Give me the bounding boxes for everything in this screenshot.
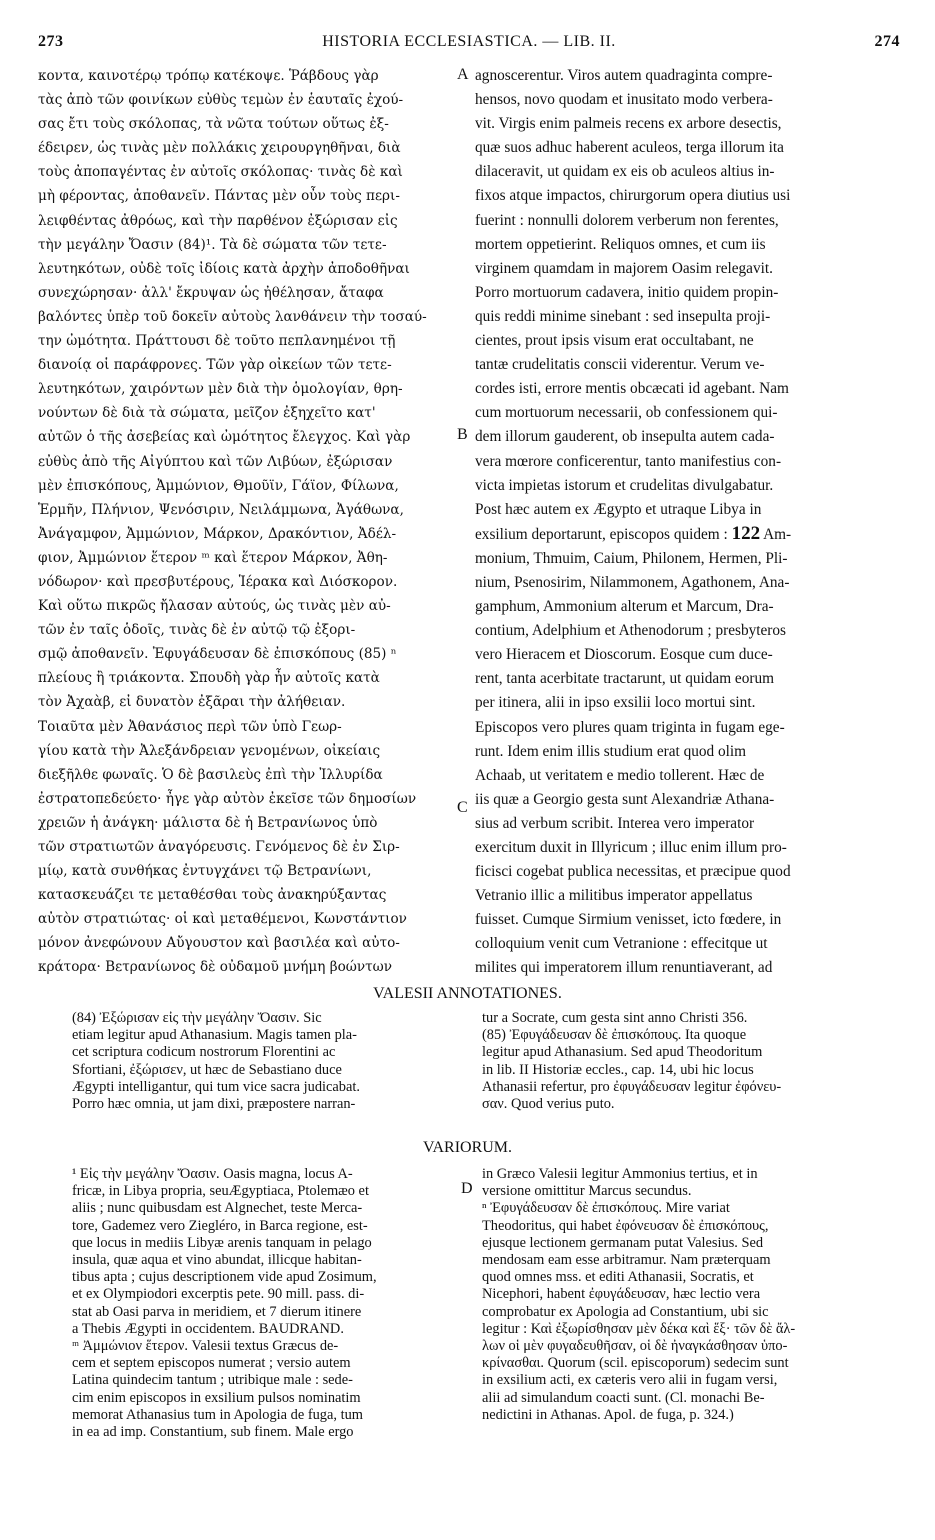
latin-line: nium, Psenosirim, Nilammonem, Agathonem, Ana- bbox=[475, 573, 790, 591]
latin-line: dilaceravit, ut quidam ex eis ob aculeos altius in- bbox=[475, 163, 775, 181]
latin-text-column bbox=[475, 64, 900, 981]
greek-line: σμῷ ἀποθανεῖν. Ἐφυγάδευσαν δὲ ἐπισκόπους (85) ⁿ bbox=[38, 646, 397, 663]
greek-line: αὐτῶν ὁ τῆς ἀσεβείας καὶ ὠμότητος ἔλεγχος. Καὶ γὰρ bbox=[38, 429, 411, 446]
note-line: in Græco Valesii legitur Ammonius tertius, et in bbox=[482, 1166, 758, 1182]
greek-line: Τοιαῦτα μὲν Ἀθανάσιος περὶ τῶν ὑπὸ Γεωρ- bbox=[38, 718, 342, 735]
latin-line: cordes isti, errore mentis obcæcati id agebant. Nam bbox=[475, 380, 789, 398]
greek-line: ἐστρατοπεδεύετο· ἦγε γὰρ αὐτὸν ἐκεῖσε τῶν δημοσίων bbox=[38, 790, 417, 807]
latin-line: exercitum duxit in Illyricum ; illuc enim illum pro- bbox=[475, 839, 787, 856]
note-line: alii ad simulandum coacti sunt. (Cl. monachi Be- bbox=[482, 1389, 765, 1406]
annotation-line: Athanasii refertur, pro ἐφυγάδευσαν legitur ἐφόνευ- bbox=[482, 1078, 782, 1095]
valesii-annotations-left bbox=[72, 1010, 462, 1113]
note-line: nedictini in Athanas. Apol. de fuga, p. 324.) bbox=[482, 1406, 734, 1423]
latin-line: per itinera, alii in ipso exsilii loco mortui sint. bbox=[475, 694, 756, 712]
margin-marker-b: B bbox=[457, 426, 468, 443]
greek-line: κράτορα· Βετρανίωνος δὲ οὐδαμοῦ μνήμη βοώντων bbox=[38, 959, 392, 976]
note-line: Latina quindecim tantum ; utribique male : sede- bbox=[72, 1372, 353, 1389]
latin-line: milites qui imperatorem illum renuntiaverant, ad bbox=[475, 959, 773, 977]
annotation-line: in lib. II Historiæ eccles., cap. 14, ubi hic locus bbox=[482, 1061, 754, 1078]
note-line: fricæ, in Libya propria, seuÆgyptiaca, Ptolemæo et bbox=[72, 1183, 369, 1200]
latin-line: quis reddi minime sinebant : sed insepulta proji- bbox=[475, 307, 771, 325]
greek-line: τοὺς ἀποπαγέντας ἐν αὐτοῖς σκόλοπας· τινὰς δὲ καὶ bbox=[38, 164, 403, 181]
variorum-title: VARIORUM. bbox=[422, 1139, 513, 1156]
greek-line: κατασκευάζει τε μεταθέσθαι τοὺς ἀνακηρύξαντας bbox=[38, 887, 387, 904]
greek-line: τὸν Ἀχαὰβ, εἰ δυνατὸν ἐξᾶραι τὴν ἀλήθειαν. bbox=[38, 694, 346, 711]
page-number-right: 274 bbox=[874, 33, 900, 50]
note-line: quod omnes mss. et editi Athanasii, Socratis, et bbox=[482, 1269, 754, 1286]
latin-line: ficisci cogebat publica necessitas, et præcipue quod bbox=[475, 863, 791, 881]
latin-line: Vetranio illic a militibus imperator appellatus bbox=[475, 887, 753, 905]
note-line: a Thebis Ægypti in occidentem. BAUDRAND. bbox=[72, 1320, 344, 1337]
annotation-line: cet scriptura codicum nostrorum Florentini ac bbox=[72, 1044, 336, 1061]
greek-line: λευτηκότων, χαιρόντων μὲν διὰ τὴν ὁμολογίαν, θρη- bbox=[38, 381, 403, 398]
greek-line: γίου κατὰ τὴν Ἀλεξάνδρειαν γενομένων, οἰκείαις bbox=[38, 742, 381, 759]
latin-line: vero Hieracem et Dioscorum. Eosque cum duce- bbox=[475, 646, 773, 664]
note-line: memorat Athanasius tum in Apologia de fuga, tum bbox=[72, 1406, 363, 1423]
greek-line: την ὠμότητα. Πράττουσι δὲ τοῦτο πεπλανημένοι τῇ bbox=[38, 333, 396, 350]
greek-line: έδειρεν, ὡς τινὰς μὲν πολλάκις χειρουργηθῆναι, διὰ bbox=[38, 140, 401, 157]
latin-line: exsilium deportarunt, episcopos quidem : 122 Am- bbox=[475, 522, 792, 544]
note-line: stat ab Oasi parva in meridiem, et 7 dierum itinere bbox=[72, 1303, 362, 1320]
greek-line: Ἑρμῆν, Πλήνιον, Ψενόσιριν, Νειλάμμωνα, Ἀγάθωνα, bbox=[38, 501, 404, 518]
greek-line: εὐθὺς ἀπὸ τῆς Αἰγύπτου καὶ τῶν Λιβύων, ἐξώρισαν bbox=[38, 453, 393, 470]
greek-line: αὐτὸν στρατιώτας· οἱ καὶ μεταθέμενοι, Κωνστάντιον bbox=[38, 911, 407, 928]
latin-line: colloquium venit cum Vetranione : effecitque ut bbox=[475, 935, 768, 953]
greek-line: τῶν στρατιωτῶν ἀναγόρευσις. Γενόμενος δὲ ἐν Σιρ- bbox=[38, 839, 400, 855]
latin-line: vera mœrore conficerentur, tanto manifestius con- bbox=[475, 452, 782, 470]
latin-line: vit. Virgis enim palmeis recens ex arbore desectis, bbox=[475, 115, 782, 133]
latin-line: Post hæc autem ex Ægypto et utraque Libya in bbox=[475, 500, 762, 518]
note-line: ¹ Εἰς τὴν μεγάλην Ὄασιν. Oasis magna, locus A- bbox=[72, 1166, 353, 1182]
greek-line: νόδωρον· καὶ πρεσβυτέρους, Ἱέρακα καὶ Διόσκορον. bbox=[38, 573, 398, 590]
latin-line: hensos, novo quodam et inusitato modo verbera- bbox=[475, 91, 773, 109]
running-title: HISTORIA ECCLESIASTICA. — LIB. II. bbox=[322, 33, 616, 50]
latin-line: gamphum, Ammonium alterum et Marcum, Dra- bbox=[475, 598, 774, 616]
latin-line: dem illorum gauderent, ob insepulta autem cada- bbox=[475, 428, 775, 446]
latin-line: agnoscerentur. Viros autem quadraginta compre- bbox=[475, 67, 773, 84]
latin-line: iis quæ a Georgio gesta sunt Alexandriæ Athana- bbox=[475, 790, 775, 808]
note-line: ejusque lectionem germanam putat Valesius. Sed bbox=[482, 1234, 764, 1251]
latin-line: virginem quamdam in majorem Oasim relegavit. bbox=[475, 259, 773, 277]
note-line: legitur : Καὶ ἐξωρίσθησαν μὲν δέκα καὶ ἕξ· τῶν δὲ ἄλ- bbox=[482, 1320, 796, 1337]
greek-text-column bbox=[38, 64, 458, 980]
note-line: mendosam eam esse arbitramur. Nam præterquam bbox=[482, 1252, 771, 1269]
greek-line: μὴ φέροντας, ἀποθανεῖν. Πάντας μὲν οὖν τοὺς περι- bbox=[38, 188, 400, 205]
latin-line: Achaab, ut veritatem e medio tollerent. Hæc de bbox=[475, 766, 765, 784]
greek-line: πλείους ἢ τριάκοντα. Σπουδὴ γὰρ ἦν αὐτοῖς κατὰ bbox=[38, 670, 380, 687]
note-line: comprobatur ex Apologia ad Constantium, ubi sic bbox=[482, 1303, 769, 1320]
annotation-line: legitur apud Athanasium. Sed apud Theodoritum bbox=[482, 1044, 763, 1061]
latin-line: rent, tanta acerbitate tractarunt, ut quidam eorum bbox=[475, 670, 775, 688]
greek-line: μὲν ἐπισκόπους, Ἀμμώνιον, Θμοῦϊν, Γάϊον, Φίλωνα, bbox=[38, 477, 399, 494]
greek-line: τὴν μεγάλην Ὄασιν (84)¹. Τὰ δὲ σώματα τῶν τετε- bbox=[38, 236, 387, 253]
greek-line: φιον, Ἀμμώνιον ἕτερον ᵐ καὶ ἕτερον Μάρκον, Ἀθη- bbox=[38, 549, 388, 566]
greek-line: τῶν ἐν ταῖς ὁδοῖς, τινὰς δὲ ἐν αὐτῷ τῷ ἐξορι- bbox=[38, 622, 356, 639]
latin-line: fixos atque impactos, chirurgorum opera diutius usi bbox=[475, 187, 791, 205]
greek-line: λειφθέντας ἀθρόως, καὶ τὴν παρθένον ἐξώρισαν εἰς bbox=[38, 212, 398, 229]
note-line: aliis ; nunc quibusdam est Algnechet, teste Merca- bbox=[72, 1200, 363, 1217]
valesii-annotations-right bbox=[482, 1010, 900, 1113]
latin-line: cientes, prout ipsis visum erat occultabant, ne bbox=[475, 332, 754, 350]
note-line: ᵐ Ἀμμώνιον ἕτερον. Valesii textus Græcus de- bbox=[72, 1338, 339, 1355]
greek-line: διεξῆλθε φωναῖς. Ὁ δὲ βασιλεὺς ἐπὶ τὴν Ἰλλυρίδα bbox=[38, 766, 383, 783]
latin-line: quæ suos adhuc haberent aculeos, terga illorum ita bbox=[475, 139, 784, 157]
latin-line: sius ad verbum scribit. Interea vero imperator bbox=[475, 814, 755, 832]
latin-line: victa impietas istorum et crudelitas divulgabatur. bbox=[475, 476, 774, 494]
latin-line: fuerint : nonnulli dolorem verberum non ferentes, bbox=[475, 211, 779, 229]
latin-line: Porro mortuorum cadavera, initio quidem propin- bbox=[475, 283, 779, 301]
greek-line: βαλόντες ὑπὲρ τοῦ δοκεῖν αὐτοὺς λανθάνειν τὴν τοσαύ- bbox=[38, 308, 427, 325]
note-line: λων οἱ μὲν φυγαδευθῆσαν, οἱ δὲ ἠναγκάσθησαν ὑπο- bbox=[482, 1338, 788, 1355]
note-line: κρίνασθαι. Quorum (scil. episcoporum) sedecim sunt bbox=[482, 1355, 789, 1372]
greek-line: συνεχώρησαν· ἀλλ' ἔκρυψαν ὡς ἠθέλησαν, ἄταφα bbox=[38, 284, 384, 301]
greek-line: Ἀνάγαμφον, Ἀμμώνιον, Μάρκον, Δρακόντιον, Ἀδέλ- bbox=[38, 525, 397, 542]
annotation-line: (84) Ἐξώρισαν εἰς τὴν μεγάλην Ὄασιν. Sic bbox=[72, 1010, 322, 1026]
latin-line: Episcopos vero plures quam triginta in fugam ege- bbox=[475, 718, 785, 736]
latin-line: runt. Idem enim illis studium erat quod olim bbox=[475, 742, 747, 760]
variorum-notes-right bbox=[482, 1166, 900, 1424]
note-line: Nicephori, habent ἐφυγάδευσαν, hæc lectio vera bbox=[482, 1286, 761, 1303]
note-line: versione omittitur Marcus secundus. bbox=[482, 1183, 692, 1200]
latin-line: cum mortuorum necessarii, ob confessionem qui- bbox=[475, 404, 778, 422]
greek-line: κοντα, καινοτέρῳ τρόπῳ κατέκοψε. Ῥάβδους γὰρ bbox=[38, 68, 379, 84]
annotation-line: σαν. Quod verius puto. bbox=[482, 1096, 615, 1113]
margin-marker-a: A bbox=[457, 66, 469, 83]
note-line: tore, Gademez vero Ziegléro, in Barca regione, est- bbox=[72, 1217, 368, 1234]
annotation-line: tur a Socrate, cum gesta sint anno Christi 356. bbox=[482, 1010, 748, 1026]
note-line: in ea ad imp. Constantium, sub finem. Male ergo bbox=[72, 1424, 354, 1441]
annotation-line: Porro hæc omnia, ut jam dixi, præpostere narran- bbox=[72, 1096, 356, 1113]
annotation-line: (85) Ἐφυγάδευσαν δὲ ἐπισκόπους. Ita quoque bbox=[482, 1027, 747, 1044]
greek-line: νούντων δὲ διὰ τὰ σώματα, μεῖζον ἐξηχεῖτο κατ' bbox=[38, 405, 376, 422]
note-line: cem et septem episcopos numerat ; versio autem bbox=[72, 1355, 351, 1372]
page-number-left: 273 bbox=[38, 33, 64, 50]
valesii-annotations-title: VALESII ANNOTATIONES. bbox=[373, 985, 562, 1002]
note-line: que locus in mediis Libyæ arenis tanquam in pelago bbox=[72, 1234, 372, 1251]
greek-line: χρειῶν ἡ ἀνάγκη· μάλιστα δὲ ἡ Βετρανίωνος ὑπὸ bbox=[38, 814, 378, 831]
greek-line: λευτηκότων, οὐδὲ τοῖς ἰδίοις κατὰ ἀρχὴν ἀποδοθῆναι bbox=[38, 260, 410, 277]
annotation-line: Ægypti intelligantur, qui tum vice sacra judicabat. bbox=[72, 1078, 360, 1095]
greek-line: σας ἔτι τοὺς σκόλοπας, τὰ νῶτα τούτων οὕτως ἐξ- bbox=[38, 116, 389, 133]
greek-line: μίῳ, κατὰ συνθήκας ἐντυγχάνει τῷ Βετρανίωνι, bbox=[38, 863, 372, 880]
note-line: insula, quæ aqua et vino abundat, illicque habitan- bbox=[72, 1252, 362, 1269]
greek-line: διανοίᾳ οἱ παράφρονες. Τῶν γὰρ οἰκείων τῶν τετε- bbox=[38, 357, 392, 374]
greek-line: Καὶ οὕτω πικρῶς ἤλασαν αὐτούς, ὡς τινὰς μὲν αὐ- bbox=[38, 598, 391, 615]
greek-line: μόνον ἀνεφώνουν Αὔγουστον καὶ βασιλέα καὶ αὐτο- bbox=[38, 935, 400, 952]
latin-line: tantæ crudelitatis conscii viderentur. Verum ve- bbox=[475, 356, 765, 374]
page-header bbox=[38, 33, 900, 55]
margin-marker-c: C bbox=[457, 799, 468, 816]
variorum-notes-left bbox=[72, 1166, 462, 1441]
note-line: et ex Olympiodori excerptis pete. 90 mill. pass. di- bbox=[72, 1286, 365, 1303]
note-line: ⁿ Ἐφυγάδευσαν δὲ ἐπισκόπους. Mire variat bbox=[482, 1200, 730, 1217]
latin-line: mortem oppetierint. Reliquos omnes, et cum iis bbox=[475, 235, 766, 253]
note-line: tibus apta ; cujus descriptionem vide apud Zosimum, bbox=[72, 1269, 377, 1286]
latin-line: fuisset. Cumque Sirmium venisset, icto fœdere, in bbox=[475, 911, 782, 929]
column-number: 122 bbox=[731, 522, 761, 544]
greek-line: τὰς ἀπὸ τῶν φοινίκων εὐθὺς τεμὼν ἐν ἑαυταῖς ἐχού- bbox=[38, 92, 404, 109]
annotation-line: etiam legitur apud Athanasium. Magis tamen pla- bbox=[72, 1027, 357, 1044]
latin-line: contium, Adelphium et Athenodorum ; presbyteros bbox=[475, 622, 786, 640]
annotation-line: Sfortiani, ἐξώρισεν, ut hæc de Sebastiano duce bbox=[72, 1061, 342, 1078]
margin-marker-d: D bbox=[461, 1180, 473, 1197]
latin-line: monium, Thmuim, Caium, Philonem, Hermen, Pli- bbox=[475, 549, 788, 567]
note-line: in exsilium acti, ex cæteris vero alii in fugam versi, bbox=[482, 1372, 778, 1389]
note-line: cim enim episcopos in exsilium pulsos nominatim bbox=[72, 1389, 361, 1406]
note-line: Theodoritus, qui habet ἐφόνευσαν δὲ ἐπισκόπους, bbox=[482, 1217, 769, 1234]
